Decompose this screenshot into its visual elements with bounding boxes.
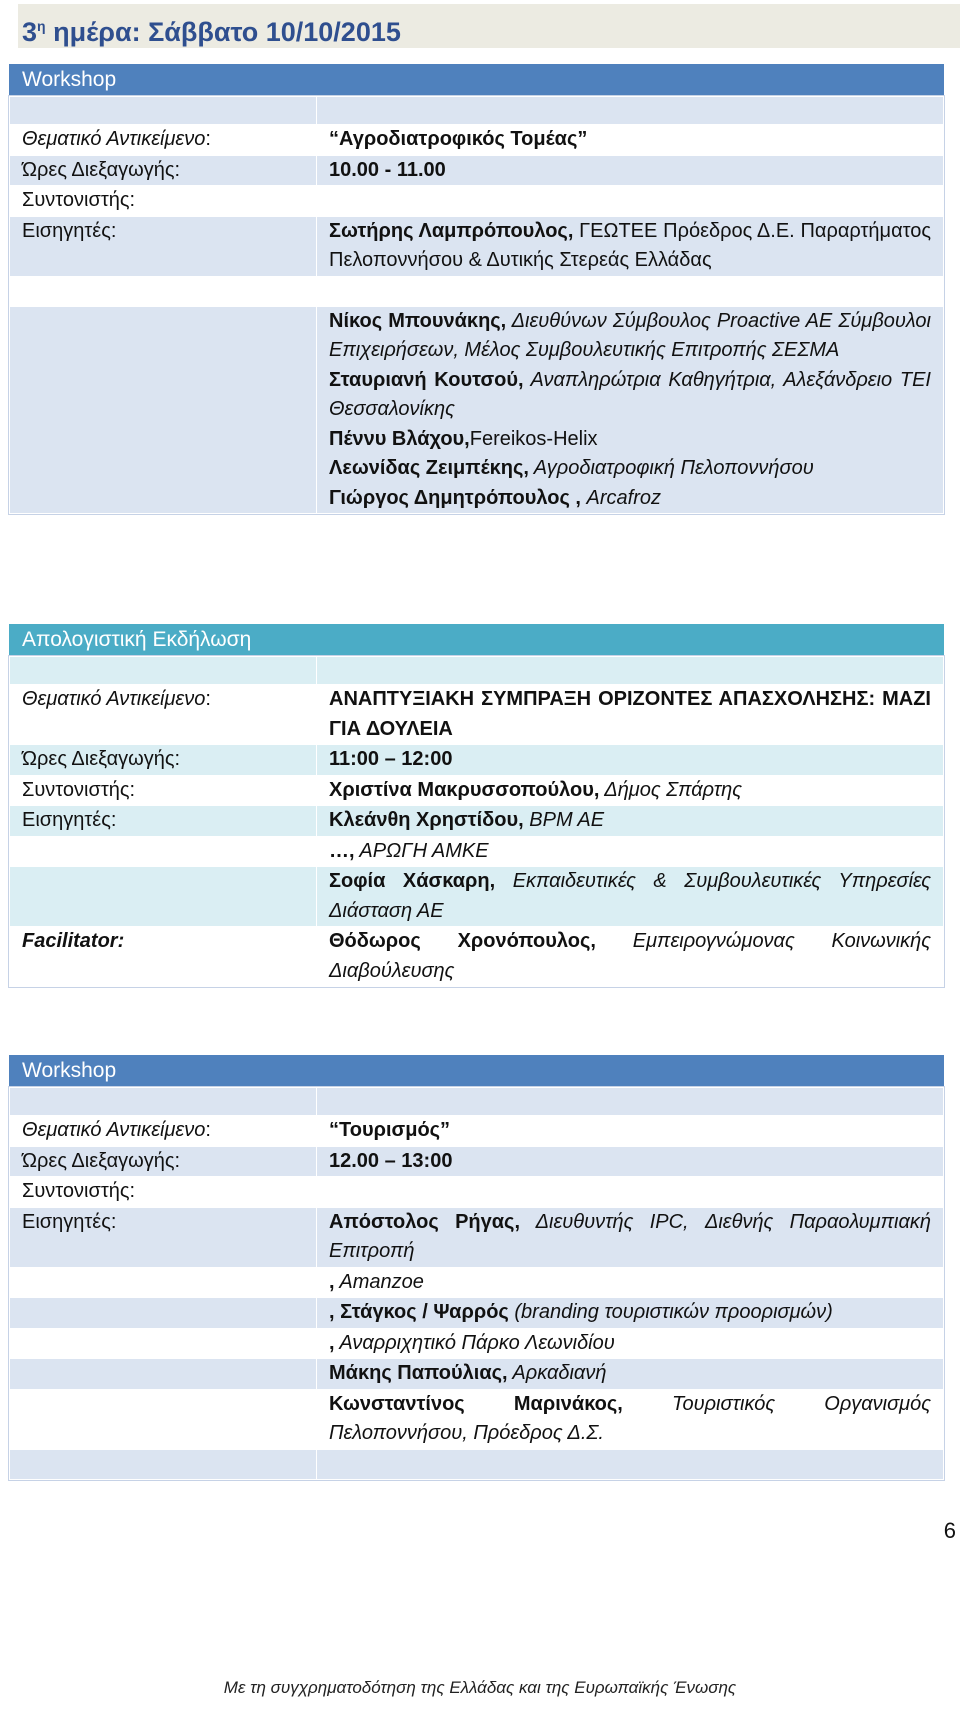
speaker-name: Σωτήρης Λαμπρόπουλος, — [329, 219, 574, 242]
hours-label: Ώρες Διεξαγωγής: — [10, 1146, 317, 1177]
facilitator-role: Εμπειρογνώμονας Κοινωνικής Διαβούλευσης — [329, 930, 931, 982]
speaker-role: Fereikos-Helix — [469, 427, 598, 450]
speaker-role: (branding τουριστικών προορισμών) — [508, 1301, 833, 1323]
topic-label: Θεματικό Αντικείμενο — [22, 128, 206, 150]
topic-value: “Αγροδιατροφικός Τομέας” — [317, 125, 944, 156]
topic-colon: : — [205, 128, 211, 150]
speaker-name: Γιώργος Δημητρόπουλος , — [329, 486, 581, 509]
row-coordinator — [10, 1177, 944, 1208]
coordinator-role: Δήμος Σπάρτης — [599, 778, 743, 801]
row-hours — [10, 155, 944, 186]
speaker-role: BPM AE — [523, 809, 605, 831]
session-table — [9, 1087, 944, 1480]
row-speaker — [10, 1267, 944, 1298]
day-header — [18, 4, 960, 48]
speaker-role: Εκπαιδευτικές & Συμβουλευτικές Υπηρεσίες Διάσταση ΑΕ — [329, 870, 931, 922]
row-coordinator — [10, 775, 944, 806]
section-closing-event — [9, 624, 944, 987]
topic-colon: : — [205, 1119, 211, 1141]
section-title: Workshop — [9, 1055, 944, 1087]
speaker-name: Απόστολος Ρήγας, — [329, 1210, 520, 1233]
day-title: ημέρα: Σάββατο 10/10/2015 — [45, 17, 401, 47]
row-speaker — [10, 1328, 944, 1359]
speaker-name: , — [329, 1270, 335, 1293]
row-speaker — [10, 836, 944, 867]
row-speaker — [10, 1389, 944, 1449]
speaker-role: Amanzoe — [334, 1270, 424, 1293]
section-title: Απολογιστική Εκδήλωση — [9, 624, 944, 656]
speaker-name: Πέννυ Βλάχου, — [329, 427, 470, 450]
row-topic — [10, 685, 944, 745]
speaker-name: Λεωνίδας Ζειμπέκης, — [329, 457, 529, 479]
speaker-role: ΓΕΩΤΕΕ Πρόεδρος Δ.Ε. Παραρτήματος Πελοποννήσου & Δυτικής Στερεάς Ελλάδας — [329, 219, 932, 271]
speaker-role: Αναρριχητικό Πάρκο Λεωνιδίου — [334, 1331, 615, 1354]
speaker-name: Κωνσταντίνος Μαρινάκος, — [329, 1392, 623, 1415]
row-topic — [10, 1116, 944, 1147]
section-workshop-tourism — [9, 1055, 944, 1480]
row-speakers — [10, 216, 944, 276]
row-speakers — [10, 1207, 944, 1267]
speakers-label: Εισηγητές: — [10, 216, 317, 276]
coordinator-name: Χριστίνα Μακρυσσοπούλου, — [329, 778, 600, 801]
speaker-name: Μάκης Παπούλιας, — [329, 1362, 508, 1384]
coordinator-label: Συντονιστής: — [10, 1177, 317, 1208]
speaker-role: Arcafroz — [580, 486, 662, 509]
row-speakers-list — [10, 306, 944, 514]
footer-note: Με τη συγχρηματοδότηση της Ελλάδας και της Ευρωπαϊκής Ένωσης — [223, 1678, 737, 1697]
speaker-name: Σταυριανή Κουτσού, — [329, 368, 524, 391]
speaker-role: Αναπληρώτρια Καθηγήτρια, Αλεξάνδρειο ΤΕΙ Θεσσαλονίκης — [329, 368, 931, 420]
section-workshop-agrifood — [9, 64, 944, 514]
hours-value: 10.00 - 11.00 — [317, 155, 944, 186]
row-speaker — [10, 867, 944, 927]
topic-label: Θεματικό Αντικείμενο — [22, 688, 206, 710]
day-number: 3 — [22, 17, 38, 47]
speaker-role: Αγροδιατροφική Πελοποννήσου — [528, 457, 814, 479]
row-speakers — [10, 806, 944, 837]
speaker-entry — [329, 307, 931, 366]
topic-value: “Τουρισμός” — [317, 1116, 944, 1147]
speaker-entry — [329, 454, 931, 484]
speaker-role: Διευθύνων Σύμβουλος Proactive AE Σύμβουλοι Επιχειρήσεων, Μέλος Συμβουλευτικής Επιτροπής ΣΕΣΜΑ — [329, 309, 931, 361]
hours-value: 11:00 – 12:00 — [317, 745, 944, 776]
session-table — [9, 656, 944, 987]
coordinator-label: Συντονιστής: — [10, 186, 317, 217]
row-coordinator — [10, 186, 944, 217]
speaker-name: , Στάγκος / Ψαρρός — [329, 1301, 509, 1323]
hours-label: Ώρες Διεξαγωγής: — [10, 745, 317, 776]
topic-value: ΑΝΑΠΤΥΞΙΑΚΗ ΣΥΜΠΡΑΞΗ ΟΡΙΖΟΝΤΕΣ ΑΠΑΣΧΟΛΗΣΗΣ: ΜΑΖΙ ΓΙΑ ΔΟΥΛΕΙΑ — [317, 685, 944, 745]
day-ordinal: η — [37, 18, 46, 34]
speaker-entry — [329, 366, 931, 425]
facilitator-name: Θόδωρος Χρονόπουλος, — [329, 930, 596, 952]
section-title: Workshop — [9, 64, 944, 96]
row-speaker — [10, 1359, 944, 1390]
speaker-name: , — [329, 1331, 335, 1354]
speaker-entry — [329, 484, 931, 514]
hours-value: 12.00 – 13:00 — [317, 1146, 944, 1177]
speaker-name: Νίκος Μπουνάκης, — [329, 309, 507, 332]
hours-label: Ώρες Διεξαγωγής: — [10, 155, 317, 186]
topic-label: Θεματικό Αντικείμενο — [22, 1119, 206, 1141]
facilitator-label: Facilitator: — [10, 927, 317, 987]
speaker-role: Αρκαδιανή — [507, 1362, 607, 1384]
row-speaker — [10, 1298, 944, 1329]
speakers-label: Εισηγητές: — [10, 806, 317, 837]
speaker-name: Κλεάνθη Χρηστίδου, — [329, 809, 524, 831]
row-hours — [10, 1146, 944, 1177]
page-number: 6 — [943, 1518, 956, 1543]
session-table — [9, 96, 944, 514]
speaker-name: …, — [329, 839, 355, 862]
speakers-label: Εισηγητές: — [10, 1207, 317, 1267]
speaker-name: Σοφία Χάσκαρη, — [329, 870, 496, 892]
row-hours — [10, 745, 944, 776]
speaker-role: Τουριστικός Οργανισμός Πελοποννήσου, Πρόεδρος Δ.Σ. — [329, 1392, 931, 1444]
coordinator-label: Συντονιστής: — [10, 775, 317, 806]
speaker-entry — [329, 425, 931, 455]
speaker-role: Διευθυντής IPC, Διεθνής Παραολυμπιακή Επιτροπή — [329, 1210, 931, 1262]
topic-colon: : — [205, 688, 211, 710]
speaker-role: ΑΡΩΓΗ ΑΜΚΕ — [354, 839, 489, 862]
row-facilitator — [10, 927, 944, 987]
row-topic — [10, 125, 944, 156]
